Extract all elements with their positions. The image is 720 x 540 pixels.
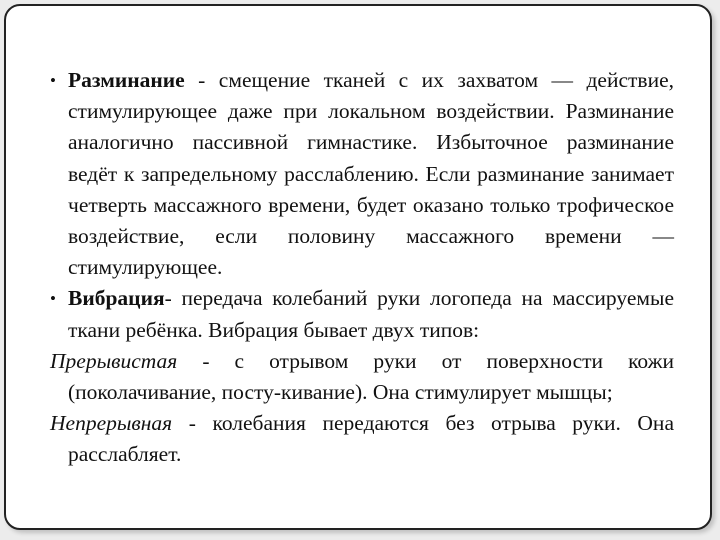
term-vibration: Вибрация xyxy=(68,286,165,311)
paragraph-intermittent xyxy=(50,346,674,408)
term-intermittent: Прерывистая xyxy=(50,348,178,373)
paragraph-kneading xyxy=(50,65,674,283)
text-kneading: - смещение тканей с их захватом — действие, стимулирующее даже при локальном воздействии. Разминание аналогично пассивной гимнастике. Избыточное разминание ведёт к запредельному расслаблению. Если разминание занимает четверть массажного времени, будет оказано только трофическое воздействие, если половину массажного времени — стимулирующее. xyxy=(68,68,674,280)
bullet-icon: • xyxy=(50,71,56,90)
bullet-icon: • xyxy=(50,289,56,309)
paragraph-vibration xyxy=(50,283,674,345)
term-continuous: Непрерывная xyxy=(50,411,173,436)
text-intermittent: - с отрывом руки от поверхности кожи (поколачивание, посту-кивание). Она стимулирует мышцы; xyxy=(68,348,674,405)
text-vibration: - передача колебаний руки логопеда на массируемые ткани ребёнка. Вибрация бывает двух типов: xyxy=(68,286,674,342)
slide-frame xyxy=(4,4,712,530)
paragraph-continuous xyxy=(50,408,674,470)
text-continuous: - колебания передаются без отрыва руки. Она расслабляет. xyxy=(68,411,674,467)
term-kneading: Разминание xyxy=(68,68,185,92)
slide-content xyxy=(50,65,674,471)
